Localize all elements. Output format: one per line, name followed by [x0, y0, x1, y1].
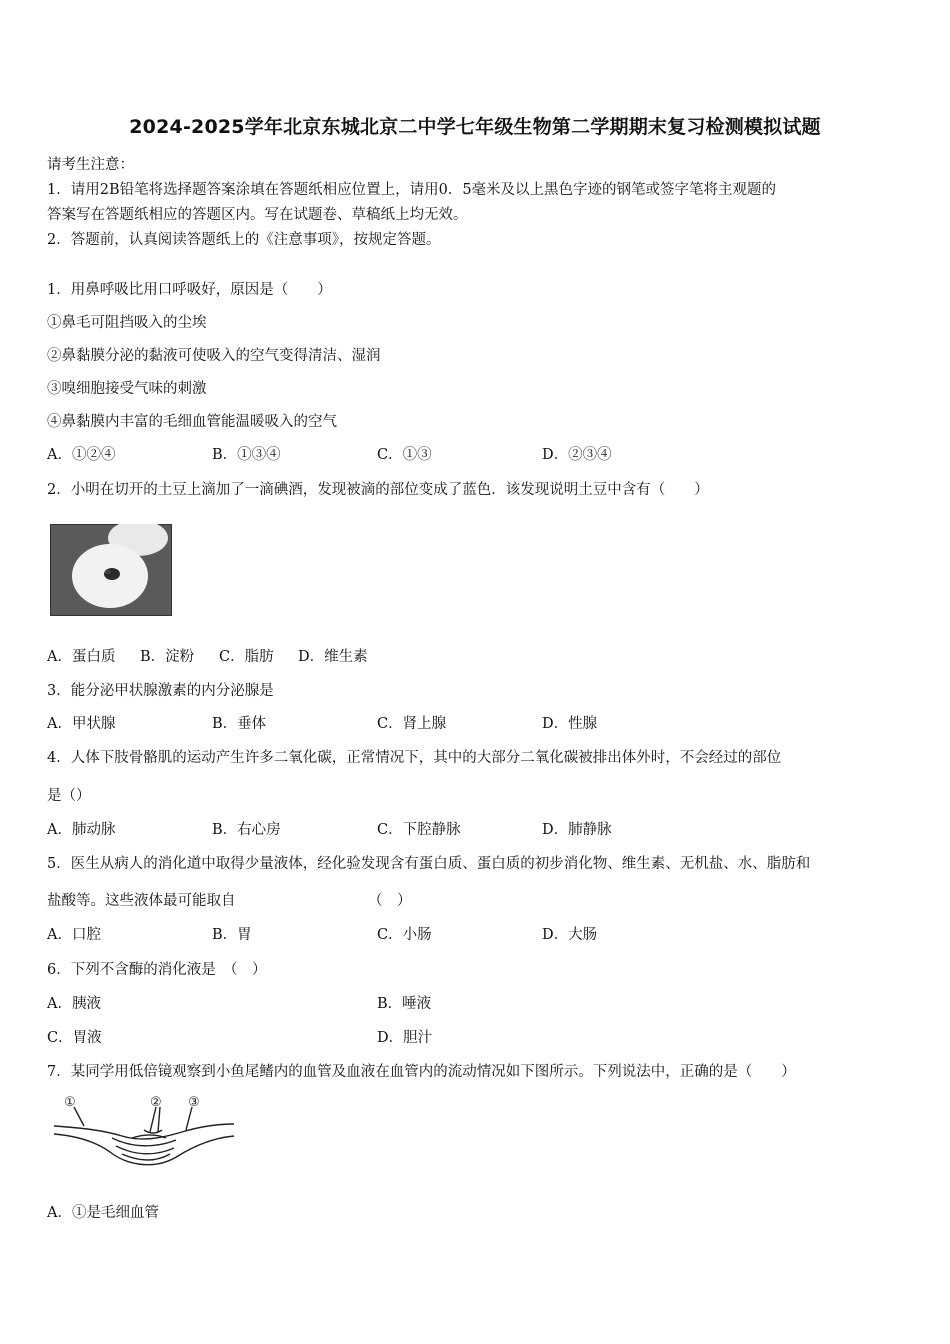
q1-option-c[interactable]: C．①③ — [377, 447, 432, 463]
q4-option-b[interactable]: B．右心房 — [212, 822, 281, 838]
figure-label-2: ② — [150, 1095, 162, 1110]
q4-stem-line-2: 是（） — [47, 788, 91, 804]
q7-stem: 7．某同学用低倍镜观察到小鱼尾鳍内的血管及血液在血管内的流动情况如下图所示。下列说法中，正确的是（ ） — [47, 1064, 796, 1080]
q5-option-d[interactable]: D．大肠 — [542, 927, 598, 943]
q6-option-c[interactable]: C．胃液 — [47, 1030, 102, 1046]
q1-stem: 1．用鼻呼吸比用口呼吸好，原因是（ ） — [47, 282, 332, 298]
q2-options — [47, 645, 907, 665]
q7-option-a[interactable]: A．①是毛细血管 — [47, 1205, 159, 1221]
q6-option-d[interactable]: D．胆汁 — [377, 1030, 433, 1046]
q7-options — [47, 1201, 907, 1221]
q1-statement-2: ②鼻黏膜分泌的黏液可使吸入的空气变得清洁、湿润 — [47, 348, 381, 364]
q5-option-a[interactable]: A．口腔 — [47, 927, 101, 943]
q1-option-d[interactable]: D．②③④ — [542, 447, 612, 463]
q2-option-b[interactable]: B．淀粉 — [140, 649, 195, 665]
q5-stem-line-1: 5．医生从病人的消化道中取得少量液体，经化验发现含有蛋白质、蛋白质的初步消化物、维生素、无机盐、水、脂肪和 — [47, 856, 811, 872]
q1-option-b[interactable]: B．①③④ — [212, 447, 281, 463]
q4-option-c[interactable]: C．下腔静脉 — [377, 822, 461, 838]
q6-stem: 6．下列不含酶的消化液是 （ ） — [47, 962, 267, 978]
notice-line-1b: 答案写在答题纸相应的答题区内。写在试题卷、草稿纸上均无效。 — [47, 207, 468, 223]
q5-stem-line-2: 盐酸等。这些液体最可能取自 — [47, 893, 236, 909]
q6-option-b[interactable]: B．唾液 — [377, 996, 432, 1012]
q4-stem-line-1: 4．人体下肢骨骼肌的运动产生许多二氧化碳，正常情况下，其中的大部分二氧化碳被排出体外时，不会经过的部位 — [47, 750, 782, 766]
q1-option-a[interactable]: A．①②④ — [47, 447, 116, 463]
q5-options — [47, 923, 907, 943]
q3-option-d[interactable]: D．性腺 — [542, 716, 598, 732]
q3-options — [47, 712, 907, 732]
q5-option-c[interactable]: C．小肠 — [377, 927, 432, 943]
q5-option-b[interactable]: B．胃 — [212, 927, 252, 943]
q2-option-d[interactable]: D．维生素 — [298, 649, 368, 665]
q3-option-c[interactable]: C．肾上腺 — [377, 716, 447, 732]
q6-options-row-1 — [47, 992, 907, 1012]
q4-options — [47, 818, 907, 838]
q4-option-a[interactable]: A．肺动脉 — [47, 822, 116, 838]
potato-photo — [50, 524, 172, 616]
q3-option-a[interactable]: A．甲状腺 — [47, 716, 116, 732]
notice-line-1a: 1．请用2B铅笔将选择题答案涂填在答题纸相应位置上，请用0．5毫米及以上黑色字迹的钢笔或签字笔将主观题的 — [47, 182, 777, 198]
q3-option-b[interactable]: B．垂体 — [212, 716, 267, 732]
figure-label-3: ③ — [188, 1095, 200, 1110]
q6-option-a[interactable]: A．胰液 — [47, 996, 101, 1012]
q6-options-row-2 — [47, 1026, 907, 1046]
figure-label-1: ① — [64, 1095, 76, 1110]
page-title: 2024-2025学年北京东城北京二中学七年级生物第二学期期末复习检测模拟试题 — [129, 116, 821, 138]
q2-option-a[interactable]: A．蛋白质 — [47, 649, 116, 665]
fish-fin-blood-vessel-figure — [52, 1090, 236, 1182]
q1-options — [47, 443, 907, 463]
q2-stem: 2．小明在切开的土豆上滴加了一滴碘酒，发现被滴的部位变成了蓝色．该发现说明土豆中含有（ ） — [47, 482, 709, 498]
q5-answer-paren: （ ） — [368, 893, 412, 909]
q4-option-d[interactable]: D．肺静脉 — [542, 822, 612, 838]
q1-statement-4: ④鼻黏膜内丰富的毛细血管能温暖吸入的空气 — [47, 414, 337, 430]
q2-option-c[interactable]: C．脂肪 — [219, 649, 274, 665]
q1-statement-3: ③嗅细胞接受气味的刺激 — [47, 381, 207, 397]
notice-heading: 请考生注意： — [47, 157, 134, 173]
q3-stem: 3．能分泌甲状腺激素的内分泌腺是 — [47, 683, 274, 699]
notice-line-2: 2．答题前，认真阅读答题纸上的《注意事项》，按规定答题。 — [47, 232, 441, 248]
q1-statement-1: ①鼻毛可阻挡吸入的尘埃 — [47, 315, 207, 331]
